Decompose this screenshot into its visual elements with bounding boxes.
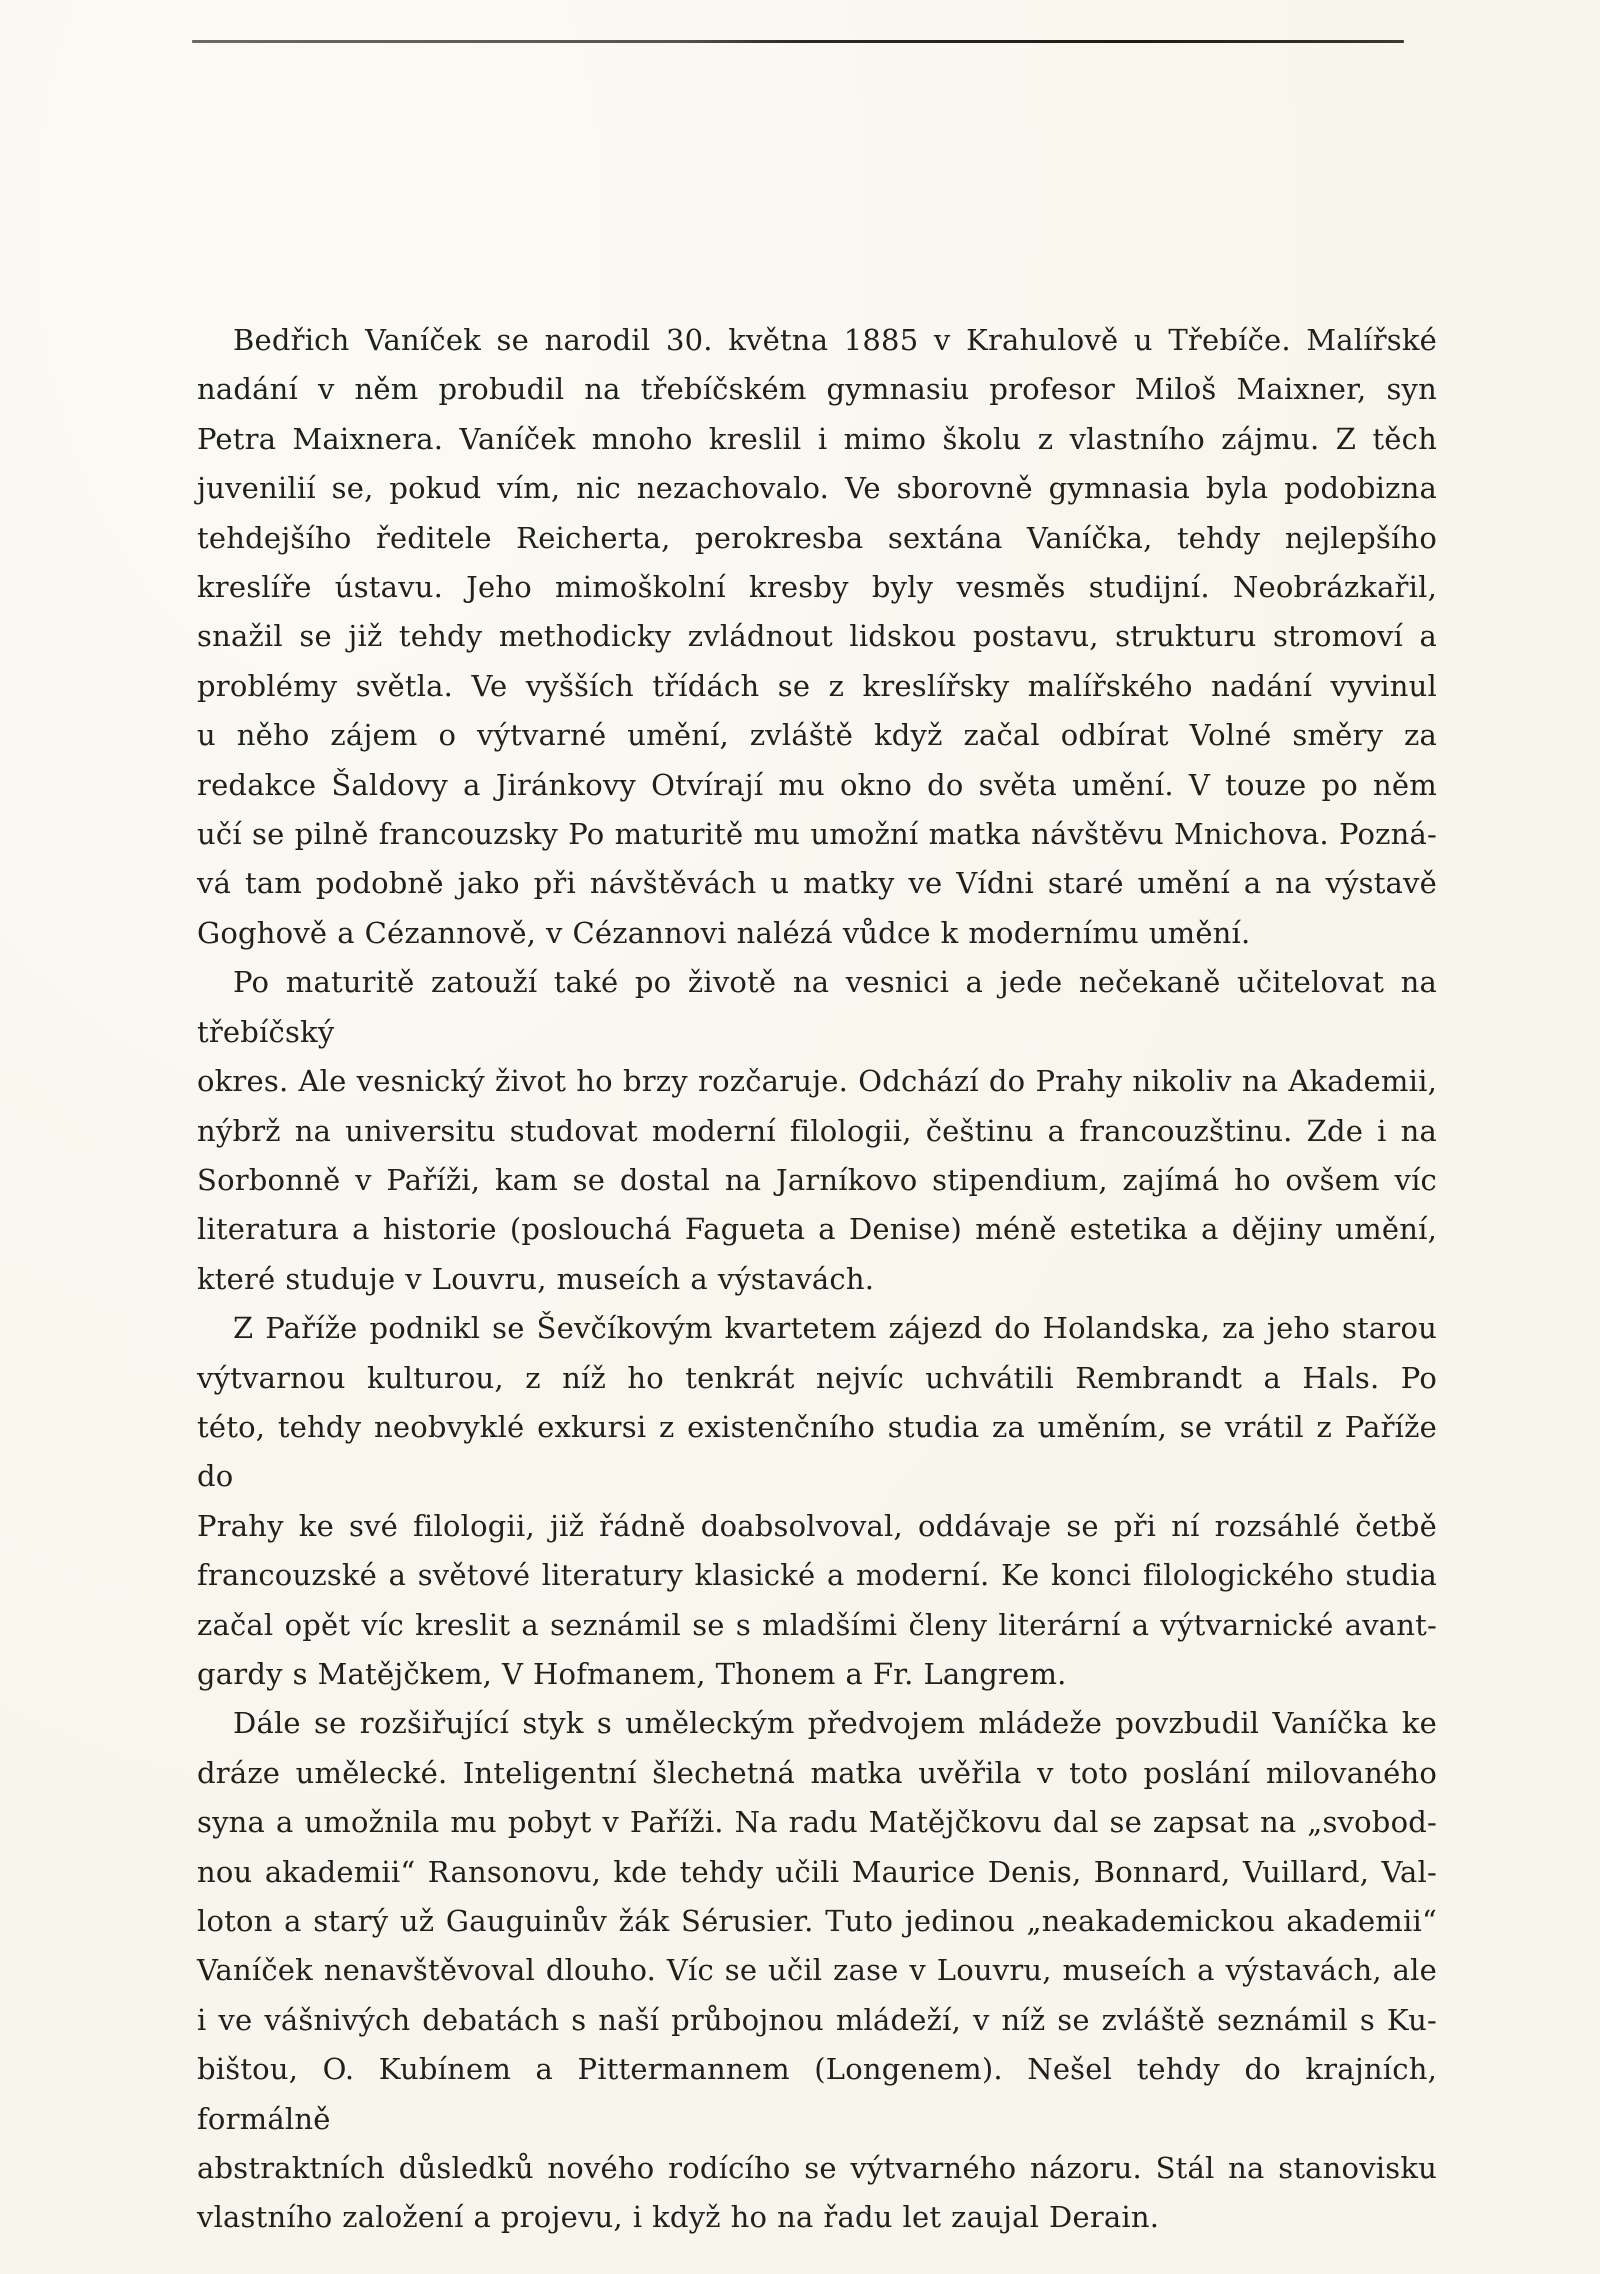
text-line: Z Paříže podnikl se Ševčíkovým kvartetem zájezd do Holandska, za jeho starou [233, 1311, 1437, 1346]
text-line: Bedřich Vaníček se narodil 30. května 1885 v Krahulově u Třebíče. Malířské [233, 323, 1437, 357]
text-line: Prahy ke své filologii, již řádně doabsolvoval, oddávaje se při ní rozsáhlé četbě [197, 1508, 1437, 1543]
text-line: dráze umělecké. Inteligentní šlechetná matka uvěřila v toto poslání milovaného [197, 1755, 1437, 1790]
text-line: francouzské a světové literatury klasické a moderní. Ke konci filologického studia [197, 1558, 1437, 1593]
paragraph [197, 1304, 1437, 1699]
paragraph [197, 1699, 1437, 2242]
text-line: Petra Maixnera. Vaníček mnoho kreslil i mimo školu z vlastního zájmu. Z těch [197, 421, 1437, 456]
text-line: nadání v něm probudil na třebíčském gymnasiu profesor Miloš Maixner, syn [197, 372, 1437, 407]
text-line: kreslíře ústavu. Jeho mimoškolní kresby byly vesměs studijní. Neobrázkařil, [197, 570, 1437, 605]
text-line: u něho zájem o výtvarné umění, zvláště když začal odbírat Volné směry za [197, 718, 1437, 753]
text-line: této, tehdy neobvyklé exkursi z existenčního studia za uměním, se vrátil z Paříže do [197, 1409, 1437, 1494]
top-divider-rule [192, 40, 1404, 43]
text-line: Dále se rozšiřující styk s uměleckým předvojem mládeže povzbudil Vaníčka ke [233, 1706, 1437, 1741]
text-line: nou akademii“ Ransonovu, kde tehdy učili Maurice Denis, Bonnard, Vuillard, Val- [197, 1854, 1437, 1889]
text-line: syna a umožnila mu pobyt v Paříži. Na radu Matějčkovu dal se zapsat na „svobod- [197, 1805, 1437, 1840]
text-line: které studuje v Louvru, museích a výstavách. [197, 1261, 875, 1296]
text-line: snažil se již tehdy methodicky zvládnout lidskou postavu, strukturu stromoví a [197, 619, 1437, 654]
text-line: tehdejšího ředitele Reicherta, perokresba sextána Vaníčka, tehdy nejlepšího [197, 520, 1437, 555]
text-line: bištou, O. Kubínem a Pittermannem (Longenem). Nešel tehdy do krajních, formálně [197, 2052, 1437, 2136]
text-line: Sorbonně v Paříži, kam se dostal na Jarníkovo stipendium, zajímá ho ovšem víc [197, 1162, 1437, 1197]
text-line: literatura a historie (poslouchá Fagueta a Denise) méně estetika a dějiny umění, [197, 1212, 1437, 1247]
paragraph [197, 958, 1437, 1304]
text-line: okres. Ale vesnický život ho brzy rozčaruje. Odchází do Prahy nikoliv na Akademii, [197, 1064, 1437, 1099]
text-line: redakce Šaldovy a Jiránkovy Otvírají mu okno do světa umění. V touze po něm [197, 767, 1437, 802]
text-block [197, 316, 1437, 2243]
text-line: loton a starý už Gauguinův žák Sérusier. Tuto jedinou „neakademickou akademii“ [197, 1904, 1437, 1938]
text-line: gardy s Matějčkem, V Hofmanem, Thonem a Fr. Langrem. [197, 1656, 1067, 1691]
text-line: vá tam podobně jako při návštěvách u matky ve Vídni staré umění a na výstavě [197, 866, 1437, 901]
text-line: výtvarnou kulturou, z níž ho tenkrát nejvíc uchvátili Rembrandt a Hals. Po [197, 1360, 1437, 1395]
text-line: i ve vášnivých debatách s naší průbojnou mládeží, v níž se zvláště seznámil s Ku- [197, 2002, 1437, 2037]
text-line: Vaníček nenavštěvoval dlouho. Víc se učil zase v Louvru, museích a výstavách, ale [197, 1953, 1437, 1988]
text-line: juvenilií se, pokud vím, nic nezachovalo. Ve sborovně gymnasia byla podobizna [197, 471, 1437, 506]
text-line: problémy světla. Ve vyšších třídách se z kreslířsky malířského nadání vyvinul [197, 668, 1437, 703]
text-line: začal opět víc kreslit a seznámil se s mladšími členy literární a výtvarnické avant- [197, 1607, 1437, 1642]
text-line: učí se pilně francouzsky Po maturitě mu umožní matka návštěvu Mnichova. Pozná- [197, 817, 1437, 852]
text-line: nýbrž na universitu studovat moderní filologii, češtinu a francouzštinu. Zde i na [197, 1113, 1437, 1148]
text-line: vlastního založení a projevu, i když ho na řadu let zaujal Derain. [197, 2200, 1160, 2235]
text-line: Po maturitě zatouží také po životě na vesnici a jede nečekaně učitelovat na třebíčský [197, 965, 1437, 1049]
text-line: abstraktních důsledků nového rodícího se výtvarného názoru. Stál na stanovisku [197, 2151, 1437, 2186]
paragraph [197, 316, 1437, 958]
text-line: Goghově a Cézannově, v Cézannovi nalézá vůdce k modernímu umění. [197, 915, 1251, 950]
